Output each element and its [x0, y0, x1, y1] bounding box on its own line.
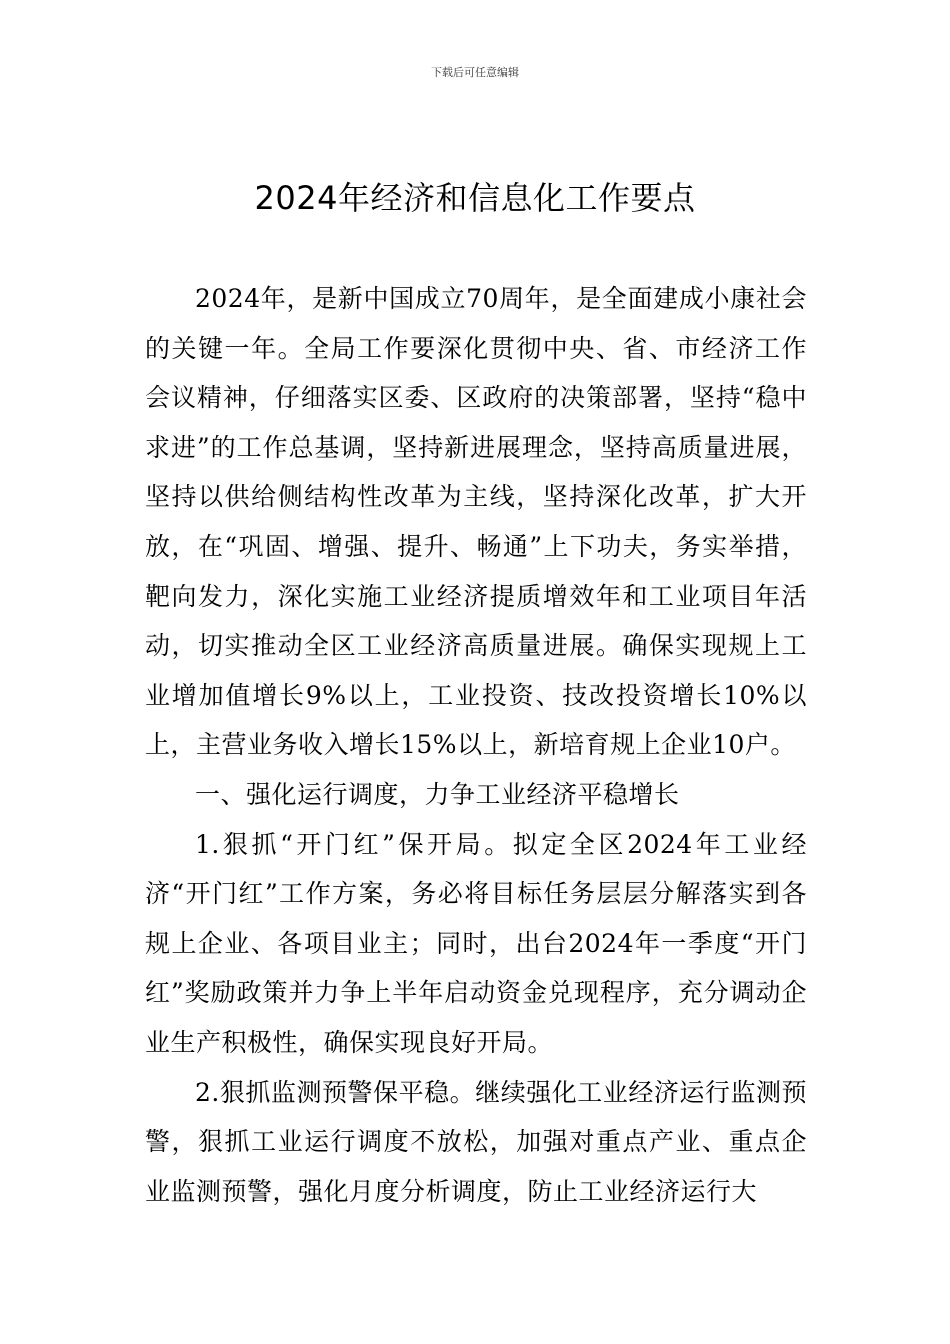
- item-paragraph-1: 1.狠抓“开门红”保开局。拟定全区2024年工业经济“开门红”工作方案，务必将目标任务层层分解落实到各规上企业、各项目业主；同时，出台2024年一季度“开门红”奖励政策并力争上半年启动资金兑现程序，充分调动企业生产积极性，确保实现良好开局。: [145, 829, 807, 1057]
- document-title: 2024年经济和信息化工作要点: [254, 179, 696, 217]
- document-body: [145, 274, 807, 1216]
- section-heading-1: 一、强化运行调度，力争工业经济平稳增长: [195, 779, 680, 809]
- item-paragraph-2: 2.狠抓监测预警保平稳。继续强化工业经济运行监测预警，狠抓工业运行调度不放松，加强对重点产业、重点企业监测预警，强化月度分析调度，防止工业经济运行大: [145, 1077, 807, 1206]
- intro-paragraph: 2024年，是新中国成立70周年，是全面建成小康社会的关键一年。全局工作要深化贯彻中央、省、市经济工作会议精神，仔细落实区委、区政府的决策部署，坚持“稳中求进”的工作总基调，坚持新进展理念，坚持高质量进展，坚持以供给侧结构性改革为主线，坚持深化改革，扩大开放，在“巩固、增强、提升、畅通”上下功夫，务实举措，靶向发力，深化实施工业经济提质增效年和工业项目年活动，切实推动全区工业经济高质量进展。确保实现规上工业增加值增长9%以上，工业投资、技改投资增长10%以上，主营业务收入增长15%以上，新培育规上企业10户。: [145, 284, 807, 760]
- header-note: 下载后可任意编辑: [431, 66, 519, 79]
